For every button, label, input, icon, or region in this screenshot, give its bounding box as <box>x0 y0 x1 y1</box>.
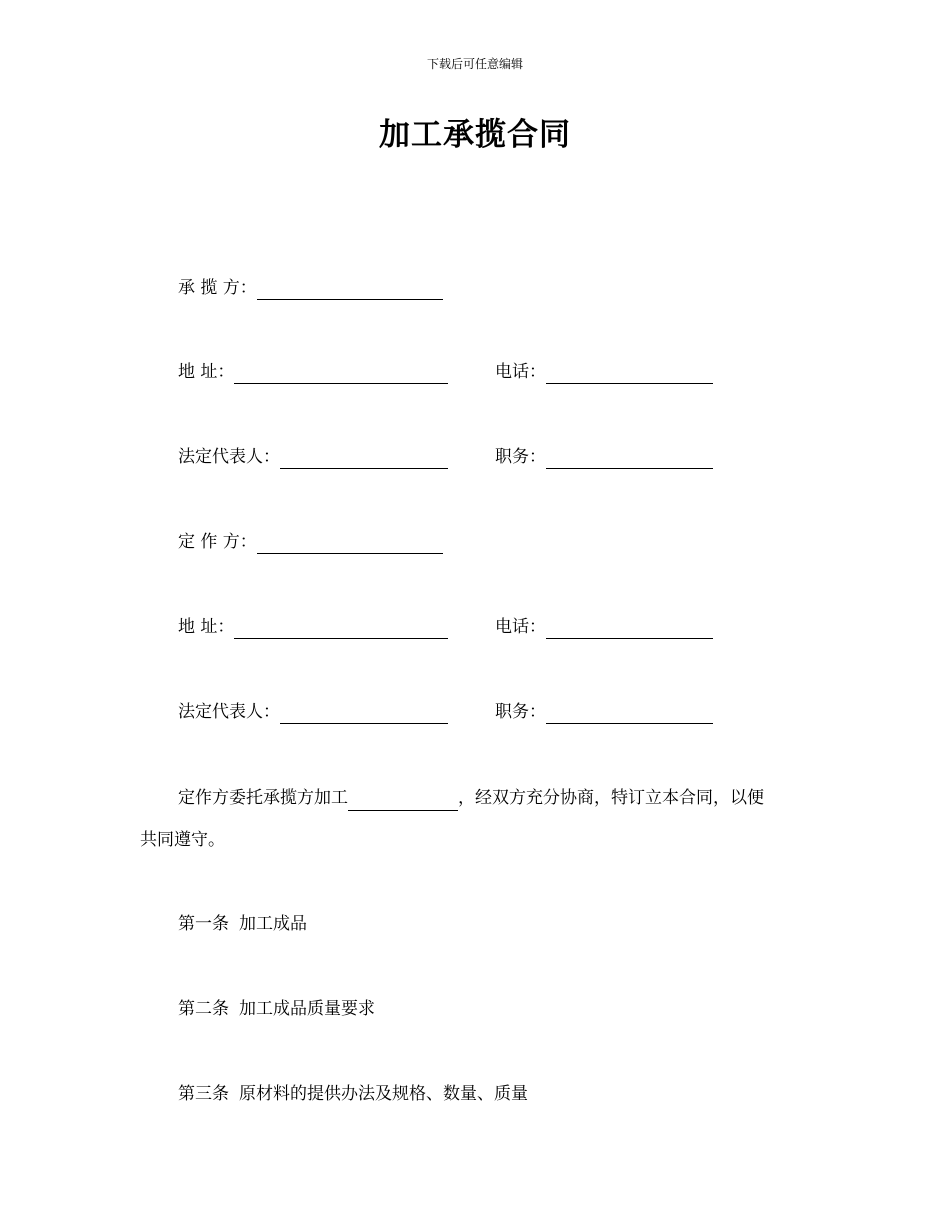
client-address-label: 地 址： <box>178 617 235 637</box>
client-address-blank[interactable] <box>234 618 448 639</box>
client-position <box>495 700 713 724</box>
contractor-party-row <box>178 276 443 300</box>
header-note: 下载后可任意编辑 <box>426 57 523 71</box>
contractor-address-row <box>178 360 546 384</box>
client-position-label: 职务： <box>495 702 546 722</box>
client-rep-row <box>178 700 546 724</box>
client-rep-blank[interactable] <box>280 703 448 724</box>
contractor-position <box>495 445 713 469</box>
client-phone-label: 电话： <box>495 617 546 637</box>
intro-text-before: 定作方委托承揽方加工 <box>178 788 348 808</box>
client-phone <box>495 615 713 639</box>
intro-product-blank[interactable] <box>348 792 458 811</box>
contractor-phone-blank[interactable] <box>546 363 713 384</box>
contractor-phone <box>495 360 713 384</box>
article-item <box>178 997 375 1021</box>
contractor-position-label: 职务： <box>495 447 546 467</box>
client-party-label: 定 作 方： <box>178 532 257 552</box>
contractor-address-label: 地 址： <box>178 362 235 382</box>
article-text: 原材料的提供办法及规格、数量、质量 <box>239 1084 528 1104</box>
contractor-rep-blank[interactable] <box>280 448 448 469</box>
contractor-phone-label: 电话： <box>495 362 546 382</box>
intro-line-2: 共同遵守。 <box>140 830 225 850</box>
client-party-blank[interactable] <box>257 533 443 554</box>
article-item <box>178 912 307 936</box>
client-party-row <box>178 530 443 554</box>
contractor-rep-row <box>178 445 546 469</box>
document-title: 加工承揽合同 <box>379 117 571 153</box>
intro-line-1 <box>178 785 764 811</box>
contractor-position-blank[interactable] <box>546 448 713 469</box>
contractor-address-blank[interactable] <box>234 363 448 384</box>
intro-paragraph <box>140 785 820 855</box>
contractor-party-label: 承 揽 方： <box>178 278 257 298</box>
article-number: 第一条 <box>178 914 229 934</box>
client-rep-label: 法定代表人： <box>178 702 280 722</box>
contractor-party-blank[interactable] <box>257 279 443 300</box>
contractor-rep-label: 法定代表人： <box>178 447 280 467</box>
article-number: 第二条 <box>178 999 229 1019</box>
client-address-row <box>178 615 546 639</box>
client-position-blank[interactable] <box>546 703 713 724</box>
article-text: 加工成品 <box>239 914 307 934</box>
intro-text-after: ，经双方充分协商，特订立本合同，以便 <box>458 788 764 808</box>
article-number: 第三条 <box>178 1084 229 1104</box>
article-item <box>178 1082 528 1106</box>
article-text: 加工成品质量要求 <box>239 999 375 1019</box>
client-phone-blank[interactable] <box>546 618 713 639</box>
